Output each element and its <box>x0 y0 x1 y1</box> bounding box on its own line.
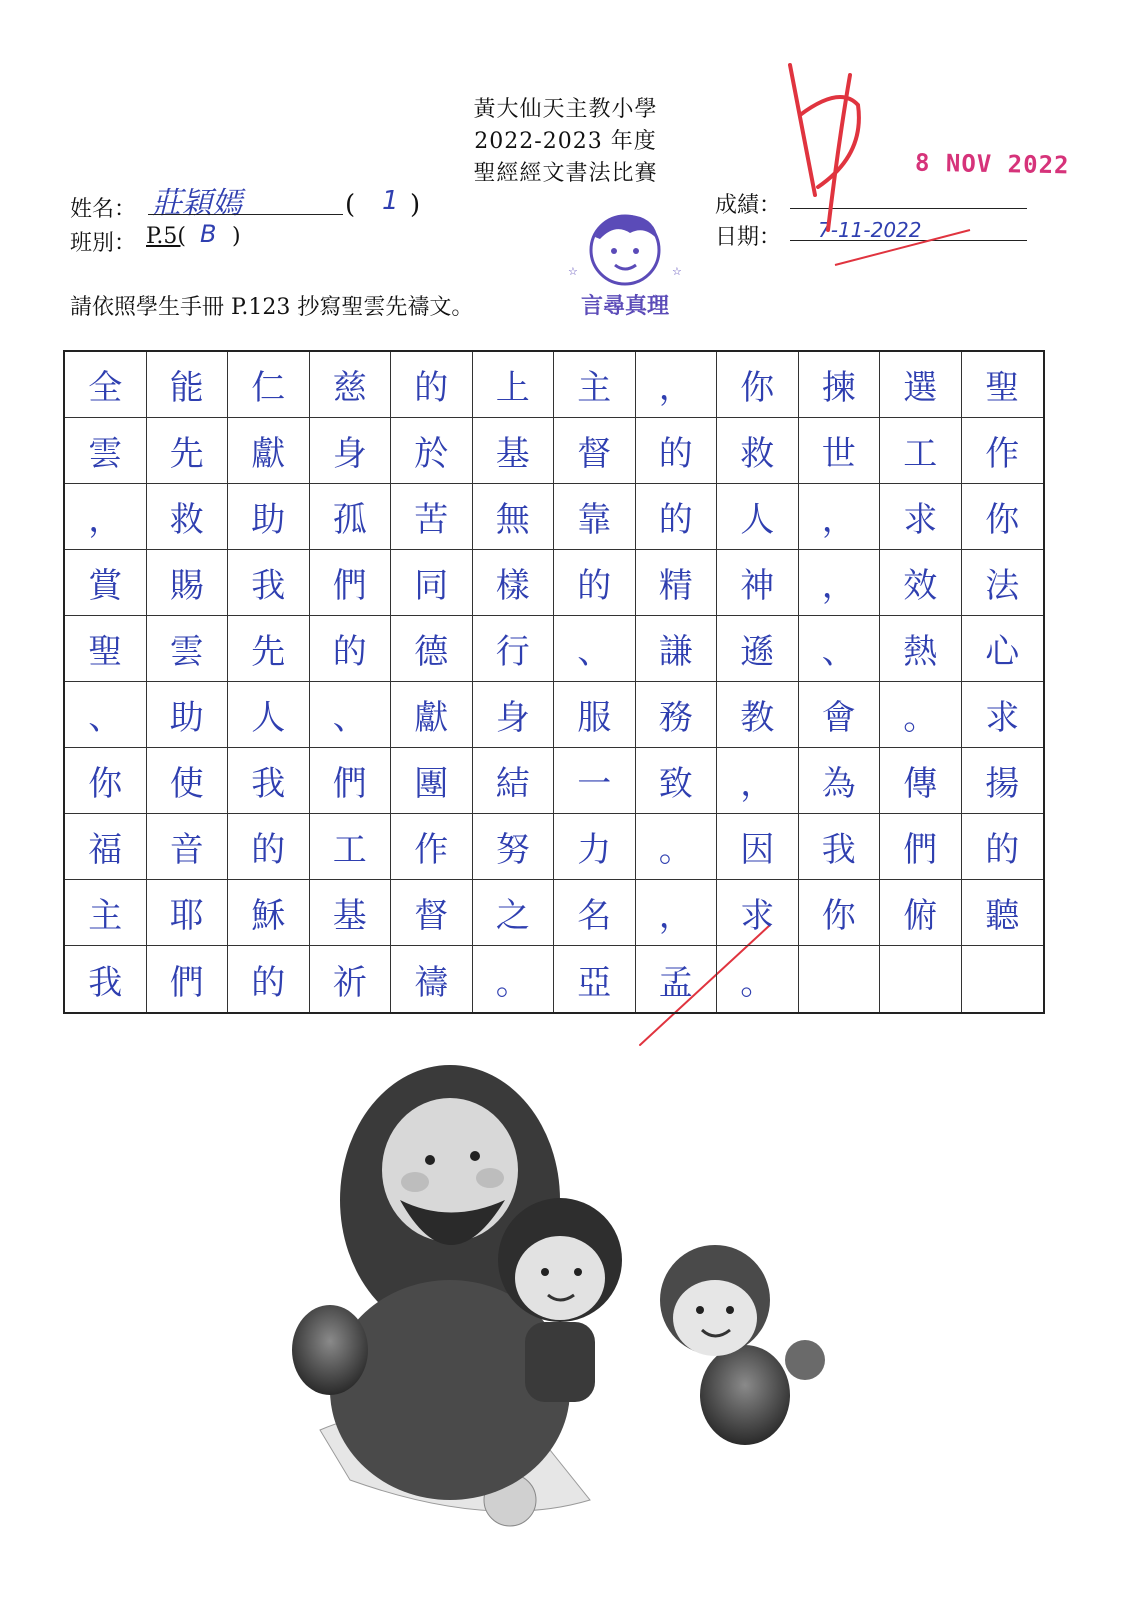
grid-cell: 精 <box>636 550 718 616</box>
grid-cell: 亞 <box>554 946 636 1012</box>
grid-cell: 人 <box>228 682 310 748</box>
grid-cell: 助 <box>147 682 229 748</box>
grid-cell: 一 <box>554 748 636 814</box>
grid-cell: 耶 <box>147 880 229 946</box>
class-close: ) <box>232 224 241 249</box>
grid-cell: 謙 <box>636 616 718 682</box>
grid-cell: 助 <box>228 484 310 550</box>
grid-cell: 因 <box>717 814 799 880</box>
grid-cell: 我 <box>228 550 310 616</box>
grid-cell: 的 <box>228 946 310 1012</box>
grid-cell: 聖 <box>962 352 1044 418</box>
grid-cell: 孤 <box>310 484 392 550</box>
grid-cell: ， <box>636 352 718 418</box>
grid-cell: 遜 <box>717 616 799 682</box>
grid-cell: 苦 <box>391 484 473 550</box>
grid-cell: 心 <box>962 616 1044 682</box>
grid-cell: 無 <box>473 484 555 550</box>
grid-cell: 法 <box>962 550 1044 616</box>
grid-cell: 你 <box>962 484 1044 550</box>
grid-cell: 們 <box>310 748 392 814</box>
grid-cell: 你 <box>65 748 147 814</box>
grid-cell: ， <box>799 550 881 616</box>
grid-cell: 督 <box>554 418 636 484</box>
grid-cell: 選 <box>880 352 962 418</box>
grid-cell: 賞 <box>65 550 147 616</box>
grid-cell: 的 <box>391 352 473 418</box>
grid-cell: 孟 <box>636 946 718 1012</box>
grid-cell: 我 <box>799 814 881 880</box>
grid-cell: 德 <box>391 616 473 682</box>
grid-cell: 揚 <box>962 748 1044 814</box>
grid-cell: 仁 <box>228 352 310 418</box>
grid-cell: 獻 <box>391 682 473 748</box>
grid-cell: 你 <box>717 352 799 418</box>
class-prefix: P.5( <box>146 224 186 249</box>
grid-cell: 人 <box>717 484 799 550</box>
grid-cell: 致 <box>636 748 718 814</box>
school-seal-stamp <box>560 195 690 325</box>
svg-text:☆: ☆ <box>672 265 682 278</box>
grid-cell: 基 <box>310 880 392 946</box>
grid-cell: 之 <box>473 880 555 946</box>
grid-cell: 求 <box>880 484 962 550</box>
grid-cell: 。 <box>473 946 555 1012</box>
date-value: 7-11-2022 <box>818 218 922 242</box>
grid-cell: ， <box>799 484 881 550</box>
event-title: 聖經經文書法比賽 <box>473 161 658 186</box>
grid-cell: 工 <box>310 814 392 880</box>
grid-cell: 們 <box>147 946 229 1012</box>
grid-cell: 於 <box>391 418 473 484</box>
grid-cell: 、 <box>65 682 147 748</box>
grid-cell: 獻 <box>228 418 310 484</box>
grid-cell <box>799 946 881 1012</box>
grid-cell: 傳 <box>880 748 962 814</box>
grid-cell: 。 <box>717 946 799 1012</box>
grid-cell: 音 <box>147 814 229 880</box>
grid-cell: 作 <box>962 418 1044 484</box>
grid-cell: 使 <box>147 748 229 814</box>
grid-cell: 雲 <box>65 418 147 484</box>
grid-cell: 們 <box>880 814 962 880</box>
grid-cell: 上 <box>473 352 555 418</box>
class-value: B <box>200 220 217 248</box>
grid-cell: 求 <box>717 880 799 946</box>
grid-cell: ， <box>717 748 799 814</box>
grid-cell: 身 <box>473 682 555 748</box>
grid-cell: 揀 <box>799 352 881 418</box>
grid-cell: 聖 <box>65 616 147 682</box>
grid-cell: ， <box>636 880 718 946</box>
grid-cell: 同 <box>391 550 473 616</box>
school-year: 2022-2023 年度 <box>474 129 657 154</box>
grid-cell: 名 <box>554 880 636 946</box>
name-value: 莊穎嫣 <box>152 186 242 221</box>
grid-cell: 先 <box>147 418 229 484</box>
calligraphy-grid <box>63 350 1045 1014</box>
grade-label: 成績： <box>715 193 782 218</box>
number-close: ) <box>410 190 421 220</box>
grid-cell: 會 <box>799 682 881 748</box>
grid-cell: 聽 <box>962 880 1044 946</box>
grid-cell: 作 <box>391 814 473 880</box>
number-open: ( <box>345 190 356 220</box>
grid-cell: 、 <box>310 682 392 748</box>
grid-cell: 主 <box>554 352 636 418</box>
grid-cell: 的 <box>636 418 718 484</box>
grid-cell: 求 <box>962 682 1044 748</box>
grid-cell: 、 <box>799 616 881 682</box>
grid-cell: 全 <box>65 352 147 418</box>
grid-cell: 努 <box>473 814 555 880</box>
grid-cell: 靠 <box>554 484 636 550</box>
grid-cell: 效 <box>880 550 962 616</box>
grid-cell: 救 <box>717 418 799 484</box>
student-number: 1 <box>382 186 399 216</box>
grid-cell: 的 <box>636 484 718 550</box>
grid-cell: 的 <box>554 550 636 616</box>
grid-cell: 們 <box>310 550 392 616</box>
grid-cell: 督 <box>391 880 473 946</box>
grid-cell: 祈 <box>310 946 392 1012</box>
grid-cell: ， <box>65 484 147 550</box>
grid-cell: 基 <box>473 418 555 484</box>
grid-cell: 主 <box>65 880 147 946</box>
grid-cell <box>880 946 962 1012</box>
name-label: 姓名： <box>70 197 137 222</box>
grid-cell: 的 <box>310 616 392 682</box>
grid-cell: 。 <box>636 814 718 880</box>
grid-cell: 穌 <box>228 880 310 946</box>
grid-cell: 工 <box>880 418 962 484</box>
grid-cell: 團 <box>391 748 473 814</box>
grid-cell: 世 <box>799 418 881 484</box>
grid-cell: 俯 <box>880 880 962 946</box>
grid-cell: 能 <box>147 352 229 418</box>
grid-cell: 神 <box>717 550 799 616</box>
school-name: 黃大仙天主教小學 <box>473 97 658 122</box>
grid-cell: 雲 <box>147 616 229 682</box>
instruction-text: 請依照學生手冊 P.123 抄寫聖雲先禱文。 <box>70 295 474 320</box>
svg-text:言尋真理: 言尋真理 <box>580 294 670 319</box>
grid-cell: 的 <box>962 814 1044 880</box>
grid-cell: 先 <box>228 616 310 682</box>
grid-cell: 我 <box>228 748 310 814</box>
grid-cell: 為 <box>799 748 881 814</box>
grid-cell: 熱 <box>880 616 962 682</box>
grid-cell: 、 <box>554 616 636 682</box>
grid-cell: 福 <box>65 814 147 880</box>
grid-cell: 賜 <box>147 550 229 616</box>
grid-cell: 慈 <box>310 352 392 418</box>
grid-cell: 樣 <box>473 550 555 616</box>
grid-cell: 的 <box>228 814 310 880</box>
grid-cell: 結 <box>473 748 555 814</box>
grade-mark-handwritten <box>780 55 980 285</box>
received-date-stamp: 8 NOV 2022 <box>914 148 1070 180</box>
grid-cell: 服 <box>554 682 636 748</box>
grid-cell: 力 <box>554 814 636 880</box>
date-label: 日期： <box>715 225 782 250</box>
grid-cell: 禱 <box>391 946 473 1012</box>
grid-cell: 教 <box>717 682 799 748</box>
grid-cell: 救 <box>147 484 229 550</box>
grid-cell: 行 <box>473 616 555 682</box>
grid-cell: 務 <box>636 682 718 748</box>
class-label: 班別： <box>70 231 137 256</box>
svg-text:☆: ☆ <box>568 265 578 278</box>
name-underline <box>148 214 343 215</box>
jesus-children-illustration <box>290 1060 850 1530</box>
grid-cell: 身 <box>310 418 392 484</box>
grid-cell: 你 <box>799 880 881 946</box>
grid-cell <box>962 946 1044 1012</box>
grid-cell: 。 <box>880 682 962 748</box>
grid-cell: 我 <box>65 946 147 1012</box>
